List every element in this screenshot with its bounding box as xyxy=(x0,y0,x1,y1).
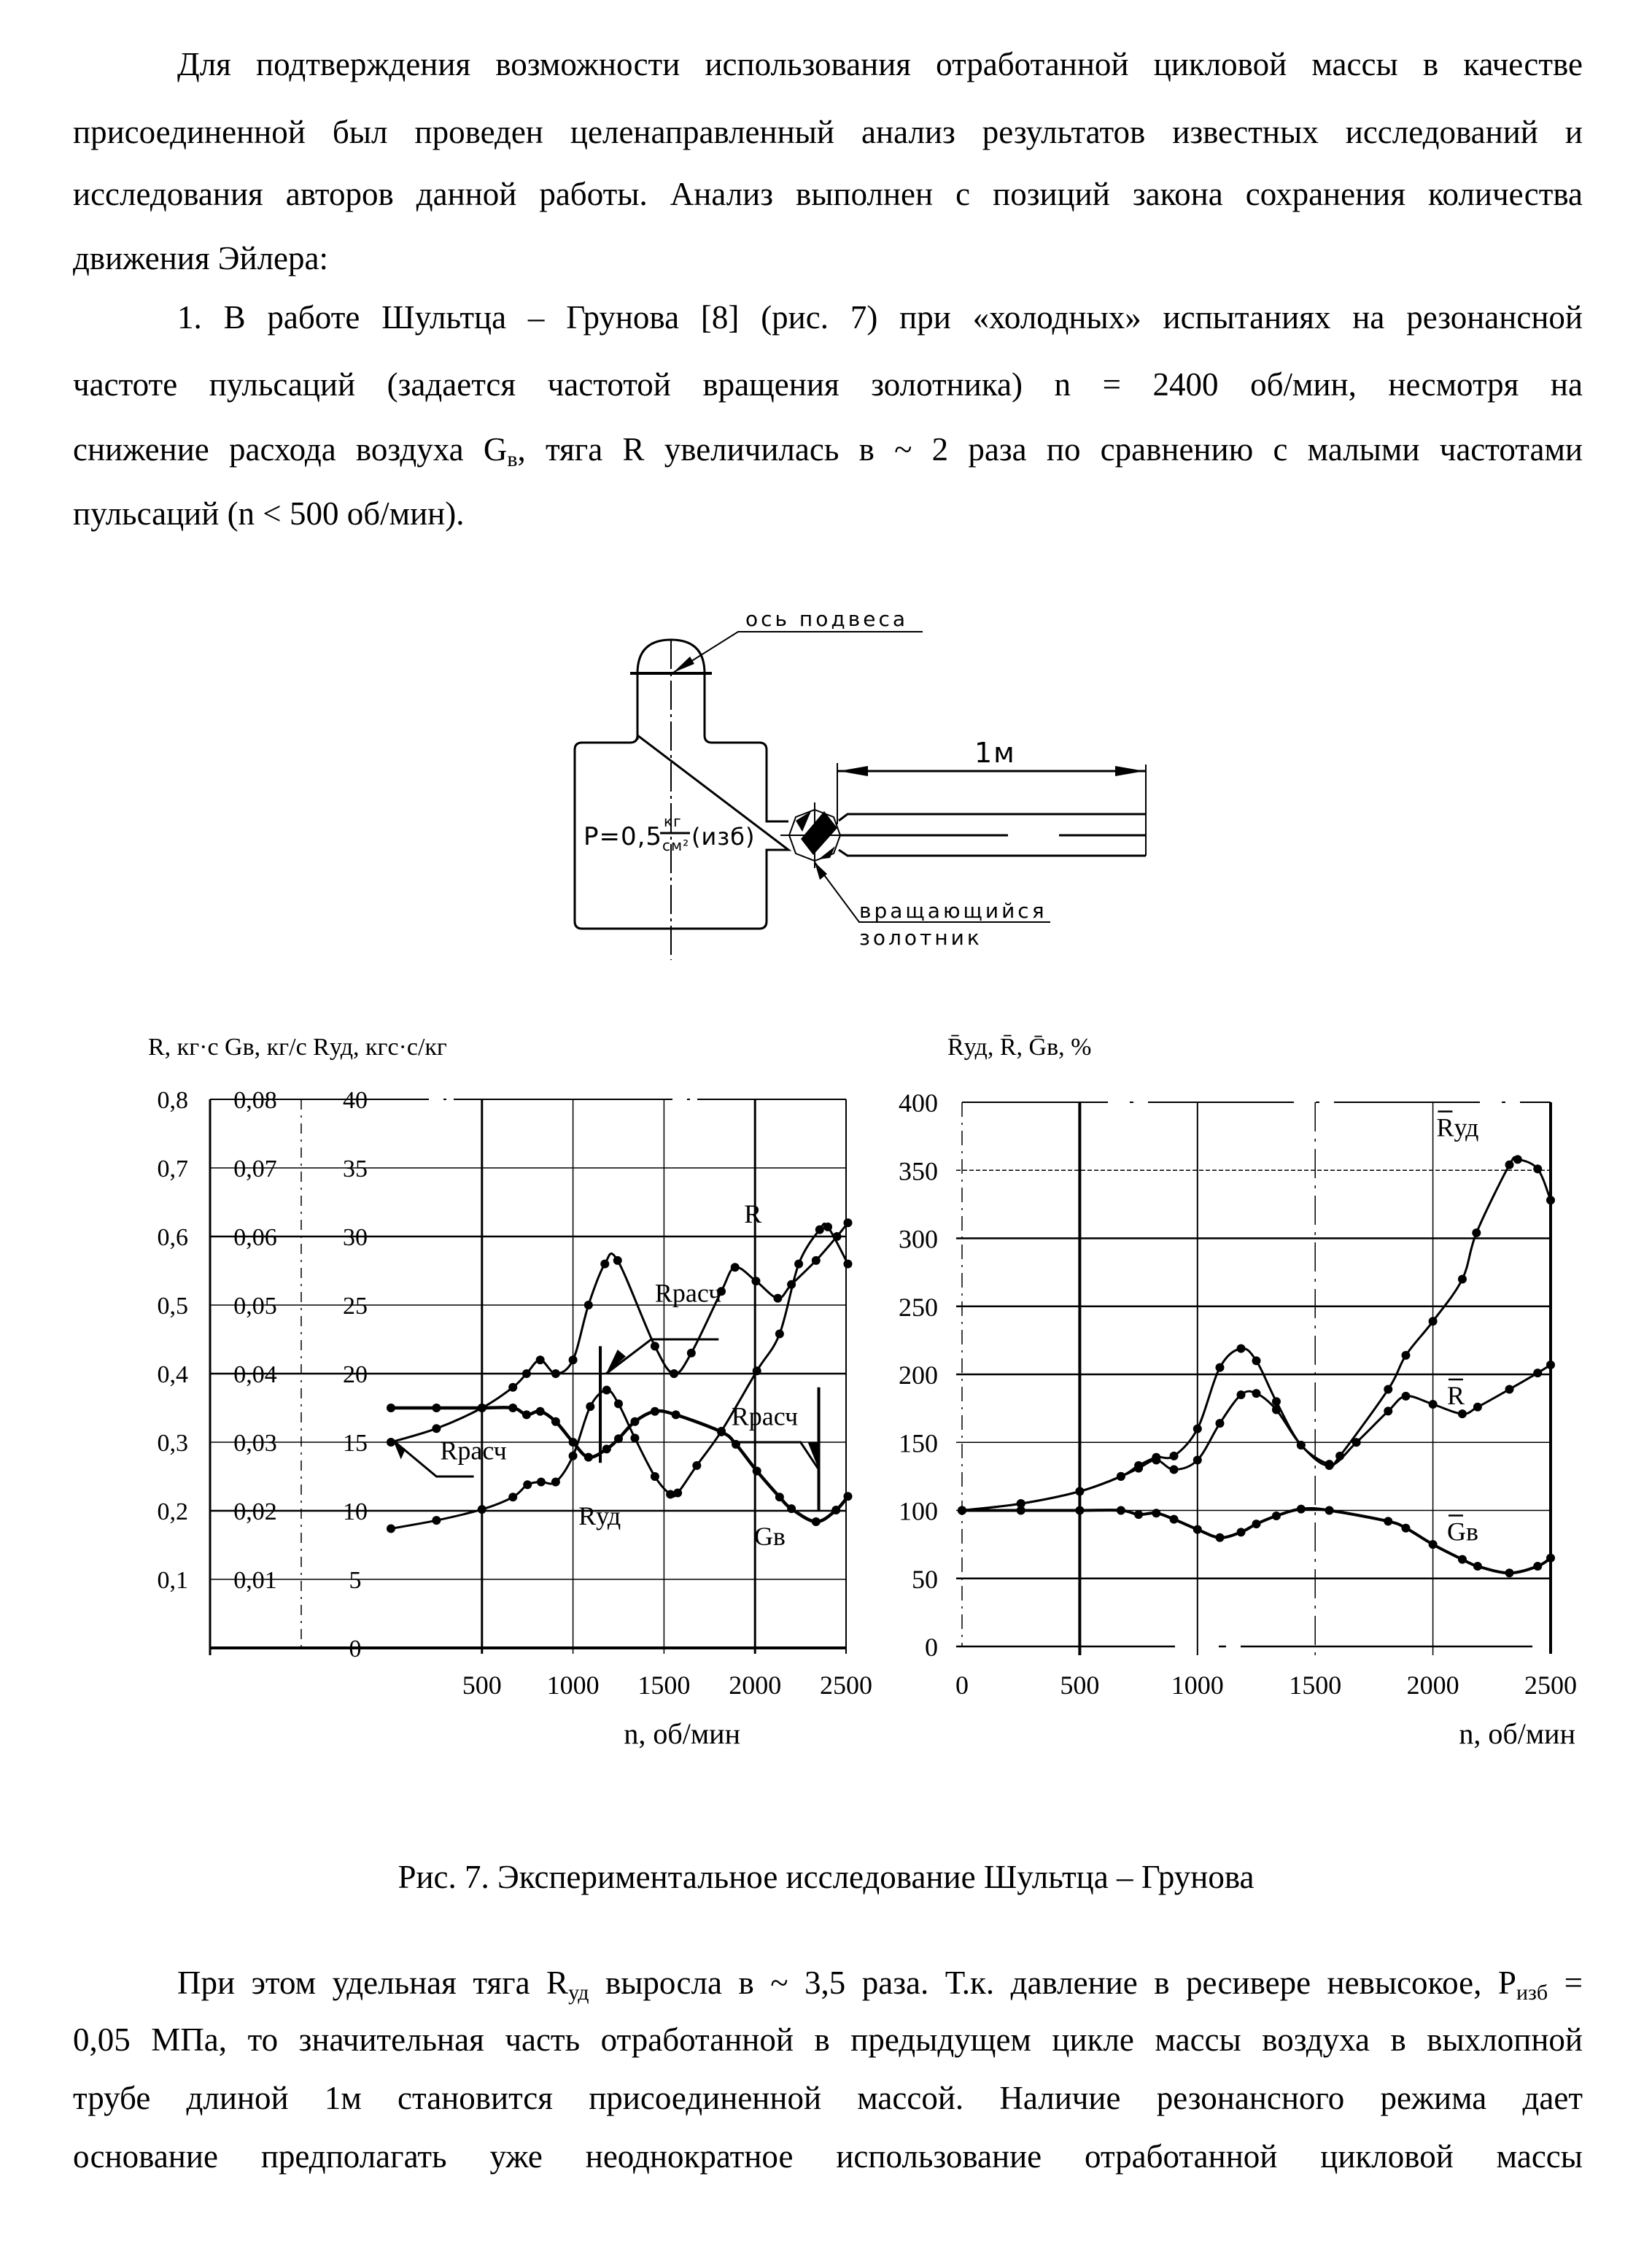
right-series-point xyxy=(1297,1505,1306,1514)
right-series-point xyxy=(1170,1515,1179,1524)
right-series-point xyxy=(1117,1506,1125,1515)
right-series-point xyxy=(1352,1438,1361,1447)
right-series-point xyxy=(1193,1525,1202,1534)
right-series-point xyxy=(1170,1452,1179,1460)
left-series-point xyxy=(551,1478,560,1487)
left-series-point xyxy=(651,1407,659,1416)
right-chart-series xyxy=(958,1112,1555,1578)
left-series-point xyxy=(536,1407,545,1416)
right-series-label xyxy=(1447,1517,1478,1547)
left-chart-x-tick: 2000 xyxy=(729,1671,782,1700)
left-chart-x-tick: 1500 xyxy=(637,1671,691,1700)
right-chart-ylabel: R̄уд, R̄, Ḡв, % xyxy=(947,1034,1092,1061)
paragraph3-line: трубе длиной 1м становится присоединенной массой. Наличие резонансного режима дает xyxy=(73,2080,1583,2116)
left-series-point xyxy=(666,1490,675,1498)
left-series-point xyxy=(600,1260,609,1269)
left-series-point xyxy=(613,1256,622,1265)
left-series-point xyxy=(672,1410,680,1419)
right-series-label xyxy=(1447,1381,1465,1410)
left-chart-ylabel: R, кг·с Gв, кг/с Rуд, кгс·с/кг xyxy=(148,1034,447,1061)
left-series-label-R: R xyxy=(744,1199,762,1229)
right-series-point xyxy=(1473,1562,1482,1571)
right-series-point xyxy=(1215,1419,1224,1428)
left-chart-y-tick-R: 0,3 xyxy=(157,1430,188,1457)
left-series-point xyxy=(753,1466,761,1475)
series-label-sub: уд xyxy=(1454,1112,1479,1142)
right-series-point xyxy=(1458,1274,1467,1283)
right-series-point xyxy=(1252,1389,1261,1398)
pressure-numerator: кг xyxy=(664,813,682,830)
left-series-point xyxy=(614,1434,623,1443)
right-series-point xyxy=(1152,1455,1160,1464)
left-chart-y-tick-Rud: 35 xyxy=(343,1156,368,1183)
right-series-point xyxy=(1429,1317,1438,1325)
left-series-point xyxy=(614,1399,623,1408)
left-chart-y-tick-Rud: 15 xyxy=(343,1430,368,1457)
left-chart-y-tick-R: 0,2 xyxy=(157,1498,188,1525)
right-series-point xyxy=(1401,1392,1410,1401)
paragraph2-line: 1. В работе Шультца – Грунова [8] (рис. 7) при «холодных» испытаниях на резонансной xyxy=(177,299,1583,336)
right-series-point xyxy=(1546,1196,1555,1204)
left-chart xyxy=(148,1034,872,1750)
left-series-point xyxy=(523,1480,532,1489)
annotation-rrasch-label: Rрасч xyxy=(654,1278,722,1308)
leader-arrowhead xyxy=(673,657,694,673)
paragraph1-line: движения Эйлера: xyxy=(73,240,329,276)
left-chart-x-tick: 2500 xyxy=(820,1671,872,1700)
left-series-point xyxy=(687,1349,696,1358)
text: выросла в ~ 3,5 раза. Т.к. давление в ресивере невысокое, P xyxy=(589,1965,1516,2001)
left-chart-y-tick-G: 0,01 xyxy=(233,1567,277,1594)
left-series-point xyxy=(843,1218,852,1227)
dimension-arrow-right xyxy=(1115,766,1144,776)
pressure-prefix: P=0,5 xyxy=(583,822,663,851)
right-chart-x-tick: 500 xyxy=(1060,1671,1100,1700)
right-series-point xyxy=(1546,1554,1555,1563)
left-series-point xyxy=(522,1410,531,1419)
right-series-point xyxy=(1215,1363,1224,1372)
left-series-point xyxy=(692,1461,701,1470)
subscript: изб xyxy=(1516,1981,1548,2005)
right-series-point xyxy=(1252,1356,1261,1365)
left-series-point xyxy=(478,1505,486,1514)
left-series-point xyxy=(551,1417,560,1426)
annotation-rrasch-label: Rрасч xyxy=(440,1436,507,1466)
left-chart-xlabel: n, об/мин xyxy=(624,1717,740,1750)
left-chart-series xyxy=(387,1199,852,1551)
left-series-point xyxy=(478,1404,486,1412)
left-series-point xyxy=(673,1489,682,1498)
left-chart-y-tick-G: 0,05 xyxy=(233,1293,277,1320)
paragraph3-line: основание предполагать уже неоднократное использование отработанной цикловой массы xyxy=(73,2138,1583,2175)
suspension-axis-leader xyxy=(673,632,923,673)
right-chart-y-tick: 150 xyxy=(899,1428,938,1458)
right-series-point xyxy=(1325,1506,1334,1515)
text: , тяга R увеличилась в ~ 2 раза по сравнению с малыми частотами xyxy=(517,431,1583,468)
valve-label-line2: золотник xyxy=(859,926,982,950)
right-series-label xyxy=(1436,1113,1478,1142)
left-series-point xyxy=(651,1342,659,1350)
right-series-point xyxy=(1384,1406,1392,1415)
left-series-point xyxy=(843,1260,852,1269)
paragraph1-line: исследования авторов данной работы. Анализ выполнен с позиций закона сохранения количества xyxy=(73,176,1583,212)
right-series-point xyxy=(1513,1155,1522,1164)
left-series-point xyxy=(843,1492,852,1501)
left-series-point xyxy=(387,1524,395,1533)
right-series-point xyxy=(1533,1562,1542,1571)
left-chart-y-tick-R: 0,5 xyxy=(157,1293,188,1320)
left-series-point xyxy=(508,1404,517,1412)
left-series-point xyxy=(670,1369,678,1378)
left-series-point xyxy=(651,1472,659,1481)
left-chart-y-tick-Rud: 5 xyxy=(349,1567,362,1594)
right-chart-x-tick: 1500 xyxy=(1289,1671,1342,1700)
right-series-point xyxy=(958,1506,966,1515)
right-series-point xyxy=(1505,1161,1514,1169)
series-label-main: R xyxy=(1436,1112,1454,1142)
left-series-point xyxy=(630,1417,639,1426)
right-chart-x-tick: 0 xyxy=(955,1671,969,1700)
left-series-point xyxy=(794,1260,803,1269)
right-chart-y-tick: 250 xyxy=(899,1292,938,1322)
right-series-point xyxy=(1325,1461,1334,1470)
right-series-point xyxy=(1075,1506,1084,1515)
dimension-arrow-left xyxy=(839,766,868,776)
paragraph2-line: частоте пульсаций (задается частотой вращения золотника) n = 2400 об/мин, несмотря на xyxy=(73,366,1583,403)
right-series-point xyxy=(1152,1509,1160,1517)
right-series-point xyxy=(1134,1510,1143,1519)
figure-caption: Рис. 7. Экспериментальное исследование Шультца – Грунова xyxy=(398,1859,1254,1895)
left-series-point xyxy=(773,1294,782,1303)
right-series-point xyxy=(1272,1512,1281,1520)
right-chart-y-tick: 300 xyxy=(899,1224,938,1254)
right-series-point xyxy=(1401,1351,1410,1360)
left-series-point xyxy=(387,1438,395,1447)
pressure-denominator: см² xyxy=(662,837,690,854)
right-series-point xyxy=(1117,1472,1125,1481)
left-chart-y-tick-R: 0,1 xyxy=(157,1567,188,1594)
left-series-point xyxy=(432,1424,441,1433)
left-chart-x-tick: 1000 xyxy=(546,1671,600,1700)
left-series-point xyxy=(831,1506,840,1514)
right-series-point xyxy=(1272,1397,1281,1406)
left-chart-y-tick-Rud: 40 xyxy=(343,1087,368,1114)
left-chart-y-tick-G: 0,04 xyxy=(233,1361,277,1388)
right-series-point xyxy=(1237,1528,1246,1536)
left-chart-y-tick-Rud: 25 xyxy=(343,1293,368,1320)
left-series-point xyxy=(753,1366,761,1375)
length-label: 1м xyxy=(974,737,1016,769)
right-series-point xyxy=(1193,1425,1202,1433)
right-series-point xyxy=(1252,1520,1261,1528)
right-chart-y-tick: 100 xyxy=(899,1496,938,1526)
exhaust-tube-bottom xyxy=(839,850,1146,856)
right-series-point xyxy=(1546,1361,1555,1369)
right-chart-x-tick: 1000 xyxy=(1171,1671,1224,1700)
text: снижение расхода воздуха G xyxy=(73,431,508,468)
left-series-point xyxy=(823,1223,832,1231)
left-series-point xyxy=(787,1504,796,1513)
left-series-point xyxy=(432,1404,441,1412)
right-chart-x-tick: 2500 xyxy=(1524,1671,1577,1700)
left-series-point xyxy=(536,1355,545,1364)
left-series-point xyxy=(717,1427,726,1436)
left-series-point xyxy=(569,1452,578,1460)
left-chart-y-tick-R: 0,7 xyxy=(157,1156,188,1183)
right-series-point xyxy=(1170,1466,1179,1474)
receiver-outline xyxy=(575,640,788,929)
left-series-point xyxy=(508,1493,517,1501)
left-series-point xyxy=(537,1478,546,1487)
right-chart-y-tick: 50 xyxy=(912,1564,938,1594)
left-series-point xyxy=(602,1386,611,1395)
right-chart-xlabel: n, об/мин xyxy=(1459,1717,1575,1750)
series-label-main: G xyxy=(1446,1517,1466,1547)
right-chart-y-tick: 400 xyxy=(899,1088,938,1118)
right-series-point xyxy=(1458,1555,1467,1564)
left-chart-y-tick-G: 0,02 xyxy=(233,1498,277,1525)
left-chart-y-tick-Rud: 0 xyxy=(349,1636,362,1663)
left-series-point xyxy=(387,1404,395,1412)
right-series-point xyxy=(1533,1369,1542,1377)
left-series-point xyxy=(775,1493,784,1501)
right-series-point xyxy=(1533,1164,1542,1173)
right-series-point xyxy=(1237,1390,1246,1399)
right-series-point xyxy=(1075,1487,1084,1495)
right-series-point xyxy=(1505,1385,1514,1394)
right-series-point xyxy=(1017,1506,1025,1515)
left-series-point xyxy=(775,1329,784,1338)
left-series-point xyxy=(432,1516,441,1525)
right-series-point xyxy=(1505,1568,1514,1577)
right-series-point xyxy=(1237,1344,1246,1353)
right-chart-y-tick: 0 xyxy=(925,1633,938,1662)
left-chart-y-tick-G: 0,03 xyxy=(233,1430,277,1457)
left-series-point xyxy=(815,1226,824,1234)
left-series-point xyxy=(569,1355,578,1364)
left-series-point xyxy=(812,1256,821,1265)
left-chart-ticks xyxy=(158,1087,873,1700)
right-series-point xyxy=(1215,1533,1224,1542)
left-chart-y-tick-G: 0,08 xyxy=(233,1087,277,1114)
text: При этом удельная тяга R xyxy=(177,1965,569,2001)
right-series-point xyxy=(1401,1524,1410,1533)
right-series-point xyxy=(1384,1385,1392,1394)
left-series-line xyxy=(391,1223,848,1528)
right-series-point xyxy=(1458,1409,1467,1418)
valve-label-line1: вращающийся xyxy=(859,899,1047,923)
paragraph1-line: Для подтверждения возможности использования отработанной цикловой массы в качестве xyxy=(177,46,1583,82)
left-series-point xyxy=(731,1263,740,1272)
right-series-point xyxy=(1472,1228,1481,1237)
left-chart-y-tick-Rud: 10 xyxy=(343,1498,368,1525)
subscript: в xyxy=(507,447,518,471)
left-series-label-Gv: Gв xyxy=(753,1522,786,1551)
right-series-point xyxy=(1272,1405,1281,1414)
rotating-valve-icon xyxy=(780,802,846,868)
right-series-point xyxy=(1429,1400,1438,1409)
right-series-point xyxy=(1473,1403,1482,1412)
left-series-point xyxy=(508,1383,517,1392)
right-series-point xyxy=(1297,1441,1306,1450)
subscript: уд xyxy=(568,1981,589,2005)
left-chart-y-tick-R: 0,8 xyxy=(157,1087,188,1114)
right-series-line xyxy=(962,1157,1551,1510)
right-chart-y-tick: 350 xyxy=(899,1156,938,1186)
paragraph3-line xyxy=(177,1962,1583,2003)
right-series-point xyxy=(1134,1464,1143,1473)
left-chart-x-tick: 500 xyxy=(462,1671,502,1700)
left-chart-y-tick-Rud: 20 xyxy=(343,1361,368,1388)
left-series-point xyxy=(584,1301,593,1309)
left-series-label-Rud: Rуд xyxy=(578,1501,621,1530)
left-series-point xyxy=(630,1433,639,1442)
paragraph1-line: присоединенной был проведен целенаправленный анализ результатов известных исследований и xyxy=(73,114,1583,150)
pressure-suffix: (изб) xyxy=(691,823,756,851)
left-series-point xyxy=(551,1369,560,1378)
left-series-point xyxy=(586,1402,594,1411)
left-series-point xyxy=(602,1444,611,1453)
right-chart xyxy=(899,1034,1577,1750)
left-chart-y-tick-Rud: 30 xyxy=(343,1224,368,1251)
left-series-point xyxy=(584,1453,593,1462)
right-series-point xyxy=(1429,1540,1438,1549)
series-label-sub: в xyxy=(1465,1517,1478,1547)
left-chart-y-tick-G: 0,07 xyxy=(233,1156,277,1183)
annotation-rrasch-label: Rрасч xyxy=(731,1401,799,1431)
right-series-point xyxy=(1193,1455,1202,1464)
suspension-axis-label: ось подвеса xyxy=(745,607,909,631)
right-series-point xyxy=(1384,1517,1392,1525)
left-series-point xyxy=(751,1277,760,1285)
left-series-point xyxy=(522,1369,531,1378)
right-chart-x-tick: 2000 xyxy=(1406,1671,1459,1700)
left-chart-y-tick-R: 0,6 xyxy=(157,1224,188,1251)
left-series-point xyxy=(812,1517,821,1526)
text: = xyxy=(1548,1965,1583,2001)
left-chart-y-tick-R: 0,4 xyxy=(157,1361,188,1388)
paragraph2-line: пульсаций (n < 500 об/мин). xyxy=(73,495,465,532)
left-chart-y-tick-G: 0,06 xyxy=(233,1224,277,1251)
right-chart-y-tick: 200 xyxy=(899,1361,938,1390)
series-label-main: R xyxy=(1446,1381,1465,1411)
exhaust-tube-top xyxy=(839,814,1146,821)
paragraph3-line: 0,05 МПа, то значительная часть отработанной в предыдущем цикле массы воздуха в выхлопной xyxy=(73,2021,1583,2058)
